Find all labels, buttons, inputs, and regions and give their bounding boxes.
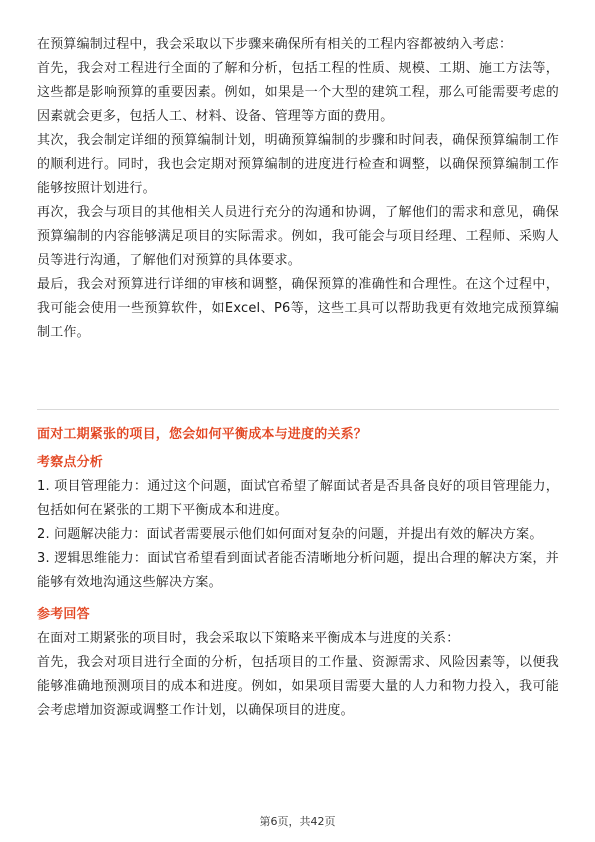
intro-section xyxy=(37,33,559,345)
intro-paragraph: 在预算编制过程中，我会采取以下步骤来确保所有相关的工程内容都被纳入考虑： xyxy=(37,37,513,52)
analysis-item: 1. 项目管理能力：通过这个问题，面试官希望了解面试者是否具备良好的项目管理能力，包括如何在紧张的工期下平衡成本和进度。 xyxy=(37,479,559,518)
intro-paragraph: 最后，我会对预算进行详细的审核和调整，确保预算的准确性和合理性。在这个过程中，我可能会使用一些预算软件，如Excel、P6等，这些工具可以帮助我更有效地完成预算编制工作。 xyxy=(37,277,559,340)
answer-paragraph: 在面对工期紧张的项目时，我会采取以下策略来平衡成本与进度的关系： xyxy=(37,631,460,646)
analysis-item: 3. 逻辑思维能力：面试官希望看到面试者能否清晰地分析问题，提出合理的解决方案，并能够有效地沟通这些解决方案。 xyxy=(37,551,559,590)
analysis-title: 考察点分析 xyxy=(37,455,104,470)
intro-paragraph: 再次，我会与项目的其他相关人员进行充分的沟通和协调，了解他们的需求和意见，确保预算编制的内容能够满足项目的实际需求。例如，我可能会与项目经理、工程师、采购人员等进行沟通，了解他们对预算的具体要求。 xyxy=(37,205,559,268)
intro-paragraph: 首先，我会对工程进行全面的了解和分析，包括工程的性质、规模、工期、施工方法等，这些都是影响预算的重要因素。例如，如果是一个大型的建筑工程，那么可能需要考虑的因素就会更多，包括人工、材料、设备、管理等方面的费用。 xyxy=(37,61,559,124)
page-number: 第6页，共42页 xyxy=(259,815,336,828)
intro-paragraph: 其次，我会制定详细的预算编制计划，明确预算编制的步骤和时间表，确保预算编制工作的顺利进行。同时，我也会定期对预算编制的进度进行检查和调整，以确保预算编制工作能够按照计划进行。 xyxy=(37,133,559,196)
analysis-item: 2. 问题解决能力：面试者需要展示他们如何面对复杂的问题，并提出有效的解决方案。 xyxy=(37,527,543,542)
question-section xyxy=(37,423,559,723)
section-divider xyxy=(37,409,559,410)
answer-paragraph: 首先，我会对项目进行全面的分析，包括项目的工作量、资源需求、风险因素等，以便我能够准确地预测项目的成本和进度。例如，如果项目需要大量的人力和物力投入，我可能会考虑增加资源或调整工作计划，以确保项目的进度。 xyxy=(37,655,559,718)
answer-title: 参考回答 xyxy=(37,607,90,622)
question-heading: 面对工期紧张的项目，您会如何平衡成本与进度的关系？ xyxy=(37,427,368,442)
